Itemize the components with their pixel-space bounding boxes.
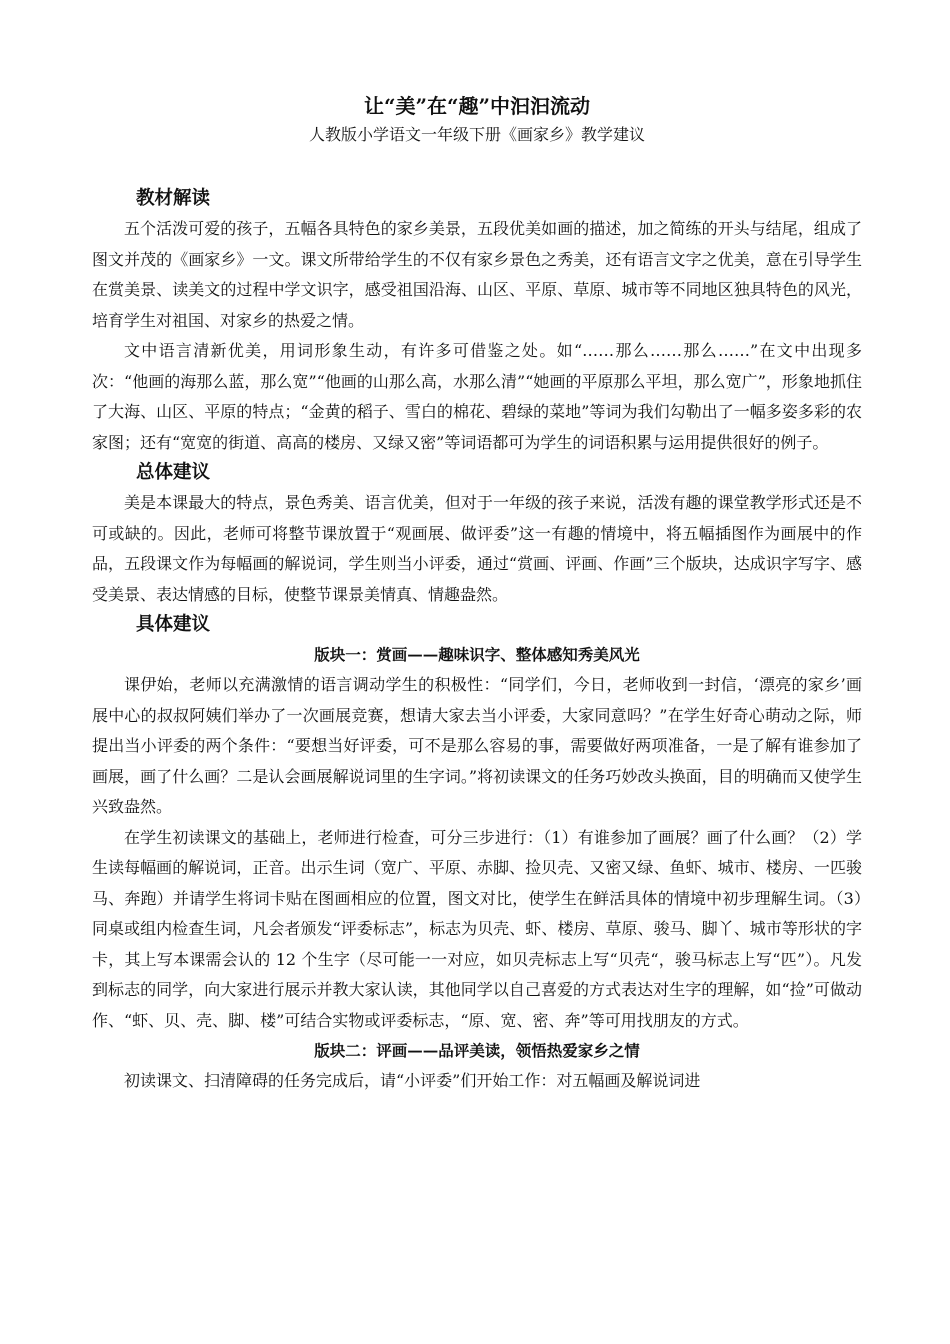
paragraph: 五个活泼可爱的孩子，五幅各具特色的家乡美景，五段优美如画的描述，加之简练的开头与结尾，组成了图文并茂的《画家乡》一文。课文所带给学生的不仅有家乡景色之秀美，还有语言文字之优美，意在引导学生在赏美景、读美文的过程中学文识字，感受祖国沿海、山区、平原、草原、城市等不同地区独具特色的风光，培育学生对祖国、对家乡的热爱之情。 xyxy=(92,219,862,330)
section-heading-textbook-reading: 教材解读 xyxy=(136,188,211,209)
paragraph: 在学生初读课文的基础上，老师进行检查，可分三步进行：（1）有谁参加了画展？画了什么画？（2）学生读每幅画的解说词，正音。出示生词（宽广、平原、赤脚、捡贝壳、又密又绿、鱼虾、城市、楼房、一匹骏马、奔跑）并请学生将词卡贴在图画相应的位置，图文对比，使学生在鲜活具体的情境中初步理解生词。（3）同桌或组内检查生词，凡会者颁发“评委标志”，标志为贝壳、虾、楼房、草原、骏马、脚丫、城市等形状的字卡，其上写本课需会认的 12 个生字（尽可能一一对应，如贝壳标志上写“贝壳“，骏马标志上写“匹”）。凡发到标志的同学，向大家进行展示并教大家认读，其他同学以自己喜爱的方式表达对生字的理解，如“捡”可做动作、“虾、贝、壳、脚、楼”可结合实物或评委标志，“原、宽、密、奔”等可用找朋友的方式。 xyxy=(92,827,862,1030)
document-subtitle: 人教版小学语文一年级下册《画家乡》教学建议 xyxy=(308,125,645,144)
section-heading-overall-advice: 总体建议 xyxy=(136,462,211,483)
block-heading-appreciate: 版块一：赏画——趣味识字、整体感知秀美风光 xyxy=(314,645,640,664)
block-heading-evaluate: 版块二：评画——品评美读，领悟热爱家乡之情 xyxy=(314,1041,640,1060)
document-page xyxy=(92,92,862,1096)
document-title: 让“美”在“趣”中汩汩流动 xyxy=(363,94,590,118)
paragraph: 初读课文、扫清障碍的任务完成后，请“小评委”们开始工作：对五幅画及解说词进 xyxy=(124,1071,701,1090)
section-heading-specific-advice: 具体建议 xyxy=(136,614,211,635)
paragraph: 课伊始，老师以充满激情的语言调动学生的积极性：“同学们，今日，老师收到一封信，‘漂亮的家乡’画展中心的叔叔阿姨们举办了一次画展竞赛，想请大家去当小评委，大家同意吗？”在学生好奇心萌动之际，师提出当小评委的两个条件：“要想当好评委，可不是那么容易的事，需要做好两项准备，一是了解有谁参加了画展，画了什么画？二是认会画展解说词里的生字词。”将初读课文的任务巧妙改头换面，目的明确而又使学生兴致盎然。 xyxy=(92,675,862,816)
paragraph: 美是本课最大的特点，景色秀美、语言优美，但对于一年级的孩子来说，活泼有趣的课堂教学形式还是不可或缺的。因此，老师可将整节课放置于“观画展、做评委”这一有趣的情境中，将五幅插图作为画展中的作品，五段课文作为每幅画的解说词，学生则当小评委，通过“赏画、评画、作画”三个版块，达成识字写字、感受美景、表达情感的目标，使整节课景美情真、情趣盎然。 xyxy=(92,493,862,604)
paragraph: 文中语言清新优美，用词形象生动，有许多可借鉴之处。如“……那么……那么……”在文中出现多次：“他画的海那么蓝，那么宽”“他画的山那么高，水那么清”“她画的平原那么平坦，那么宽广”，形象地抓住了大海、山区、平原的特点；“金黄的稻子、雪白的棉花、碧绿的菜地”等词为我们勾勒出了一幅多姿多彩的农家图；还有“宽宽的街道、高高的楼房、又绿又密”等词语都可为学生的词语积累与运用提供很好的例子。 xyxy=(92,341,862,452)
